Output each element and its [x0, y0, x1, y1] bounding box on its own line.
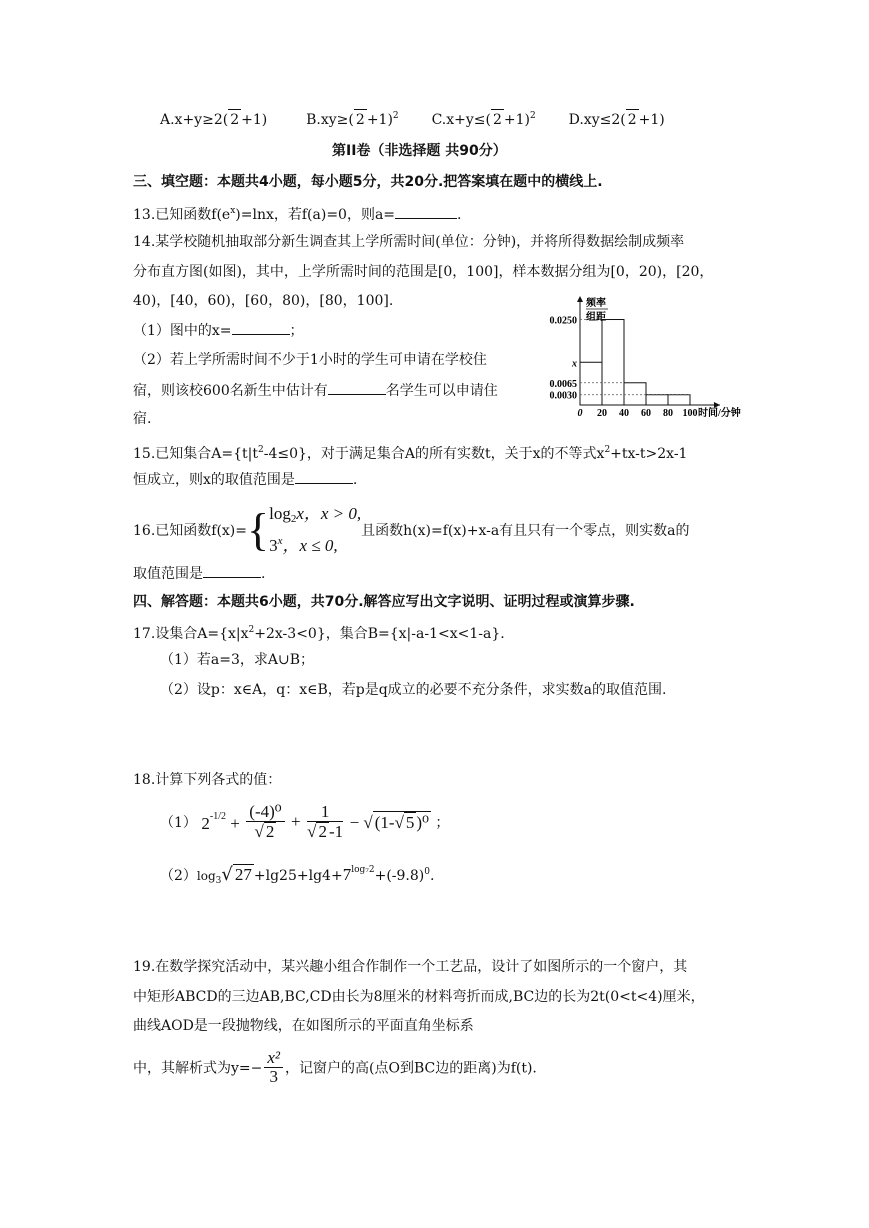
- histogram-bar: [624, 383, 646, 405]
- question-19-line3: 曲线AOD是一段抛物线，在如图所示的平面直角坐标系: [133, 1018, 474, 1034]
- histogram-bar: [580, 362, 602, 405]
- frequency-histogram: [536, 292, 766, 432]
- y-axis-label-bottom: 组距: [586, 312, 606, 323]
- answer-blank: [203, 563, 261, 578]
- question-19-line1: 19.在数学探究活动中，某兴趣小组合作制作一个工艺品，设计了如图所示的一个窗户，其: [133, 959, 688, 975]
- question-14-part2-line2: 宿，则该校600名新生中估计有 名学生可以申请住: [133, 380, 498, 401]
- question-14-line3: 40)，[40，60)，[60，80)，[80，100].: [133, 293, 394, 309]
- y-axis-label-top: 频率: [586, 298, 606, 309]
- y-tick-label: 0.0250: [549, 315, 577, 327]
- x-tick-label: 20: [597, 408, 607, 419]
- x-tick-label: 40: [619, 408, 629, 419]
- y-tick-label: 0.0065: [549, 378, 577, 390]
- question-17-part2: （2）设p：x∈A，q：x∈B，若p是q成立的必要不充分条件，求实数a的取值范围.: [160, 682, 667, 698]
- part2-title: 第II卷（非选择题 共90分）: [332, 143, 507, 159]
- x-tick-label: 60: [641, 408, 651, 419]
- option-d: D.xy≤2( 2 +1): [569, 112, 665, 128]
- histogram-bar: [602, 320, 624, 405]
- option-c: C.x+y≤( 2 +1)$^2$: [431, 111, 536, 128]
- y-tick-label: x: [572, 358, 577, 370]
- question-18-title: 18.计算下列各式的值：: [133, 772, 282, 788]
- histogram-bar: [668, 395, 690, 405]
- question-16-line2: 取值范围是 .: [133, 563, 265, 584]
- question-17-part1: （1）若a=3，求A∪B；: [160, 652, 315, 668]
- question-14-line1: 14.某学校随机抽取部分新生调查其上学所需时间(单位：分钟)，并将所得数据绘制成频率: [133, 234, 685, 250]
- x-tick-label: 100: [682, 408, 698, 419]
- question-19-line4: 中，其解析式为y=− $\frac{\text{x²}}{3}$ ，记窗户的高(点O到BC边的距离)为f(t).: [133, 1048, 537, 1086]
- question-14-part1: （1）图中的x= ；: [133, 320, 304, 341]
- question-14-part2-line3: 宿.: [133, 411, 152, 427]
- section3-heading: 三、填空题：本题共4小题，每小题5分，共20分.把答案填在题中的横线上.: [133, 174, 603, 190]
- option-b: B.xy≥( 2 +1)$^2$: [306, 111, 399, 128]
- x-axis-label: 时间/分钟: [698, 408, 741, 419]
- answer-blank: [395, 204, 457, 219]
- question-16-line1: 16.已知函数f(x)={ log2x，x > 0, 3$^x$，x ≤ 0, 且函数h(x)=f(x)+x-a有且只有一个零点，则实数a的: [133, 504, 690, 555]
- question-19-line2: 中矩形ABCD的三边AB,BC,CD由长为8厘米的材料弯折而成,BC边的长为2t(0<t<4)厘米，: [133, 989, 705, 1005]
- question-15-line2: 恒成立，则x的取值范围是 .: [133, 469, 357, 490]
- y-axis-arrow: [577, 296, 583, 302]
- section4-heading: 四、解答题：本题共6小题，共70分.解答应写出文字说明、证明过程或演算步骤.: [133, 594, 635, 610]
- x-tick-label: 80: [663, 408, 673, 419]
- question-18-part2: $(2)\log_3√$ $27 +\lg 25+\lg 4+7^{log_72}+(-9.8)^0$.: [160, 864, 435, 886]
- answer-blank: [295, 469, 353, 484]
- question-15-line1: 15.已知集合$A=\{t|t^2-4\le 0\}$，对于满足集合A的所有实数t，关于x的不等式$x^2+tx-t>2x-1$: [133, 445, 688, 462]
- y-tick-label: 0.0030: [549, 390, 577, 402]
- answer-blank: [232, 320, 290, 335]
- question-13: 13.已知函数$f(e^x)=\ln x$，若f(a)=0，则a= .: [133, 206, 462, 223]
- option-a: A.x+y≥2( 2 +1): [160, 112, 267, 128]
- answer-blank: [328, 380, 386, 395]
- options-line: [160, 106, 665, 130]
- question-14-part2-line1: （2）若上学所需时间不少于1小时的学生可申请在学校住: [133, 352, 487, 368]
- question-18-part1: （1） $2^{-1/2}$ + $\frac{\text{(-4)⁰}}{√ 2}$ + $\frac{1}{√ 2 -1}$ − √ (1-√ 5 )⁰ ；: [160, 802, 450, 841]
- question-17: 17.设集合$A=\{x|x^2+2x-3<0\}$，集合B={x|-a-1<x<1-a}.: [133, 625, 505, 642]
- histogram-bar: [646, 395, 668, 405]
- x-tick-label: 0: [577, 408, 583, 419]
- question-14-line2: 分布直方图(如图)，其中，上学所需时间的范围是[0，100]，样本数据分组为[0，20)，[20，: [133, 264, 714, 280]
